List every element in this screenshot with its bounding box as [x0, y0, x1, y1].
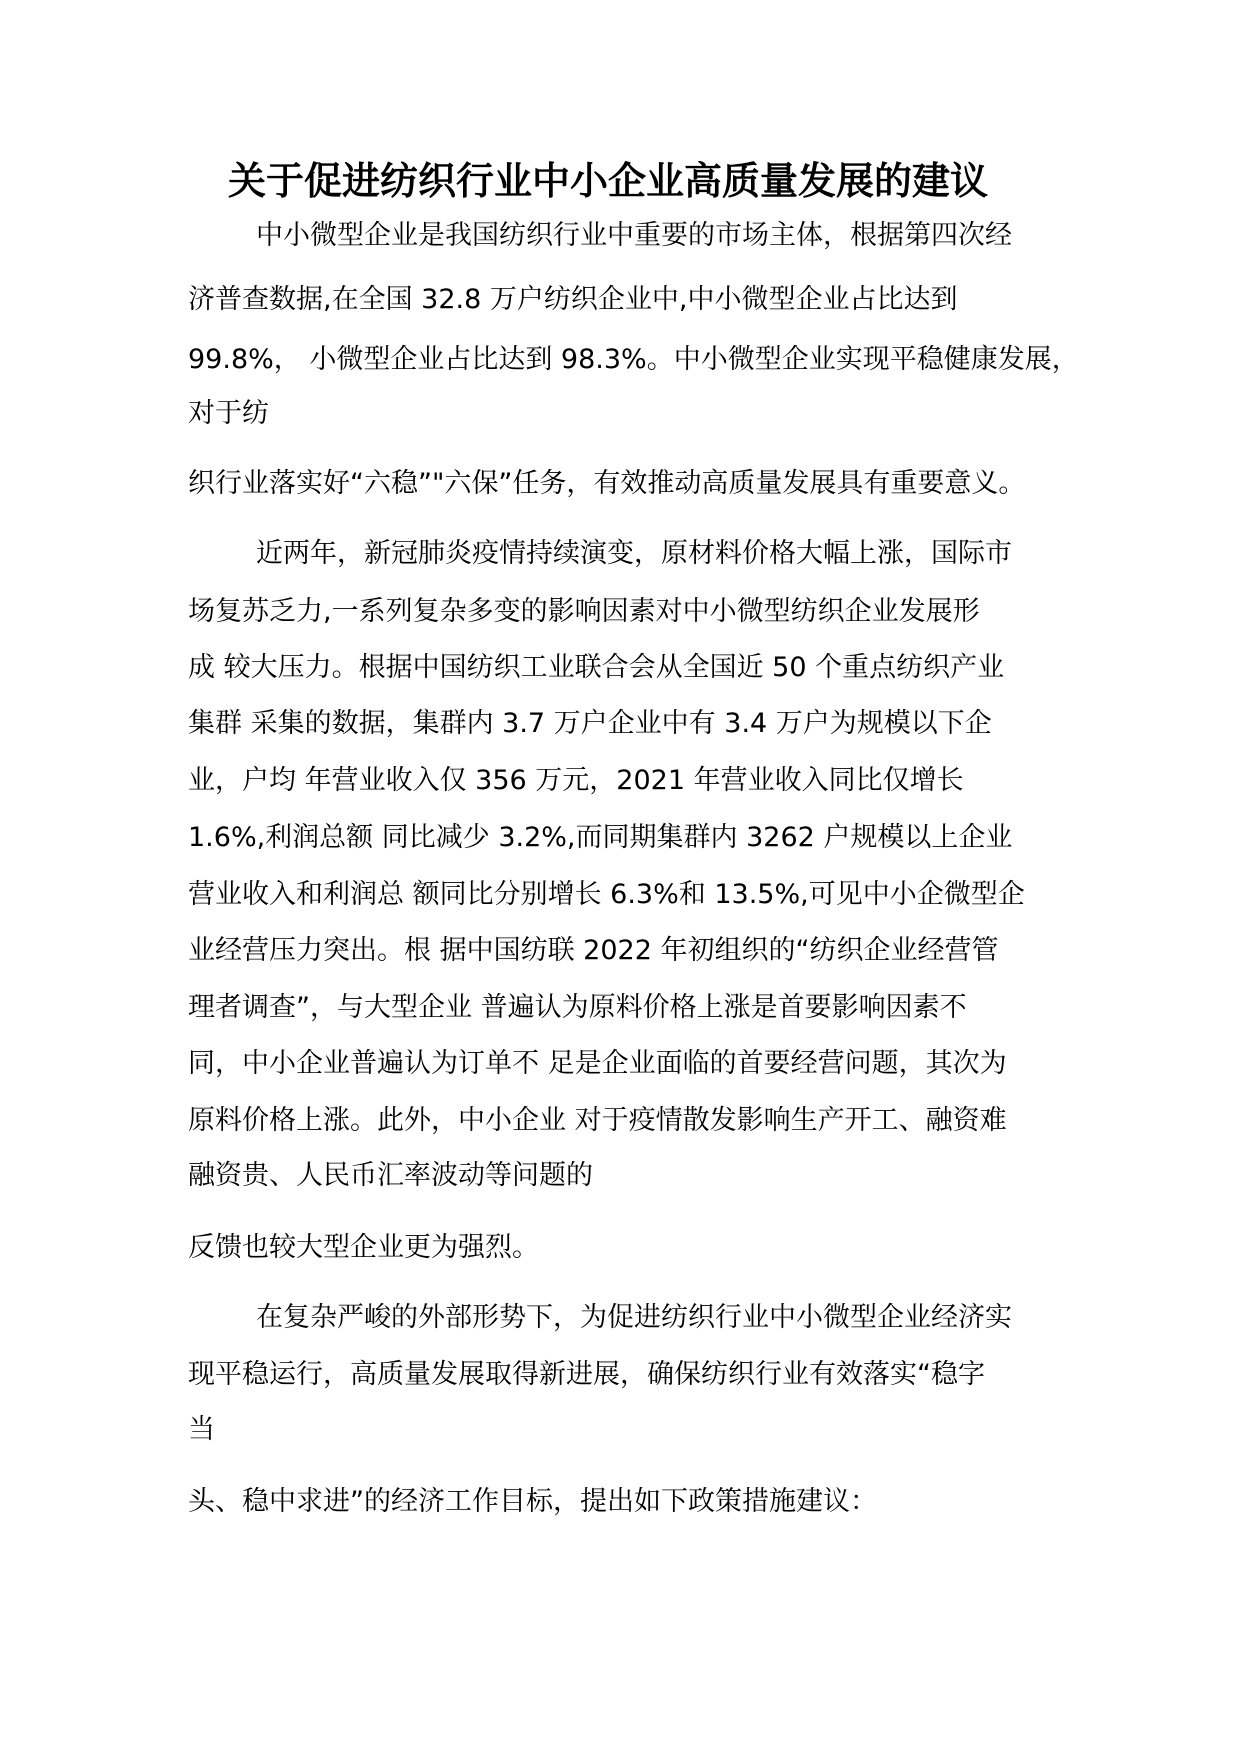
paragraph-line: 集群 采集的数据，集群内 3.7 万户企业中有 3.4 万户为规模以下企 — [188, 708, 992, 739]
paragraph-line: 融资贵、人民币汇率波动等问题的 — [188, 1160, 593, 1191]
paragraph-line: 当 — [188, 1414, 215, 1445]
paragraph-line: 业经营压力突出。根 据中国纺联 2022 年初组织的“纺织企业经营管 — [188, 935, 999, 966]
paragraph-line: 在复杂严峻的外部形势下，为促进纺织行业中小微型企业经济实 — [256, 1302, 1012, 1333]
paragraph-line: 对于纺 — [188, 398, 269, 429]
paragraph-line: 营业收入和利润总 额同比分别增长 6.3%和 13.5%,可见中小企微型企 — [188, 879, 1025, 910]
paragraph-line: 头、稳中求进”的经济工作目标，提出如下政策措施建议： — [188, 1486, 877, 1517]
paragraph-line: 近两年，新冠肺炎疫情持续演变，原材料价格大幅上涨，国际市 — [256, 538, 1012, 569]
document-title: 关于促进纺织行业中小企业高质量发展的建议 — [228, 158, 989, 203]
paragraph-line: 同，中小企业普遍认为订单不 足是企业面临的首要经营问题，其次为 — [188, 1048, 1007, 1079]
paragraph-line: 织行业落实好“六稳”"六保”任务，有效推动高质量发展具有重要意义。 — [188, 468, 1026, 499]
paragraph-line: 成 较大压力。根据中国纺织工业联合会从全国近 50 个重点纺织产业 — [188, 652, 1005, 683]
paragraph-line: 反馈也较大型企业更为强烈。 — [188, 1232, 539, 1263]
paragraph-line: 业，户均 年营业收入仅 356 万元，2021 年营业收入同比仅增长 — [188, 765, 964, 796]
paragraph-line: 99.8%， 小微型企业占比达到 98.3%。中小微型企业实现平稳健康发展， — [188, 344, 1079, 375]
paragraph-line: 中小微型企业是我国纺织行业中重要的市场主体，根据第四次经 — [256, 220, 1012, 251]
paragraph-line: 场复苏乏力,一系列复杂多变的影响因素对中小微型纺织企业发展形 — [188, 596, 980, 627]
paragraph-line: 济普查数据,在全国 32.8 万户纺织企业中,中小微型企业占比达到 — [188, 284, 958, 315]
paragraph-line: 理者调查”，与大型企业 普遍认为原料价格上涨是首要影响因素不 — [188, 992, 967, 1023]
paragraph-line: 1.6%,利润总额 同比减少 3.2%,而同期集群内 3262 户规模以上企业 — [188, 822, 1013, 853]
paragraph-line: 原料价格上涨。此外，中小企业 对于疫情散发影响生产开工、融资难 — [188, 1105, 1007, 1136]
paragraph-line: 现平稳运行，高质量发展取得新进展，确保纺织行业有效落实“稳字 — [188, 1359, 985, 1390]
